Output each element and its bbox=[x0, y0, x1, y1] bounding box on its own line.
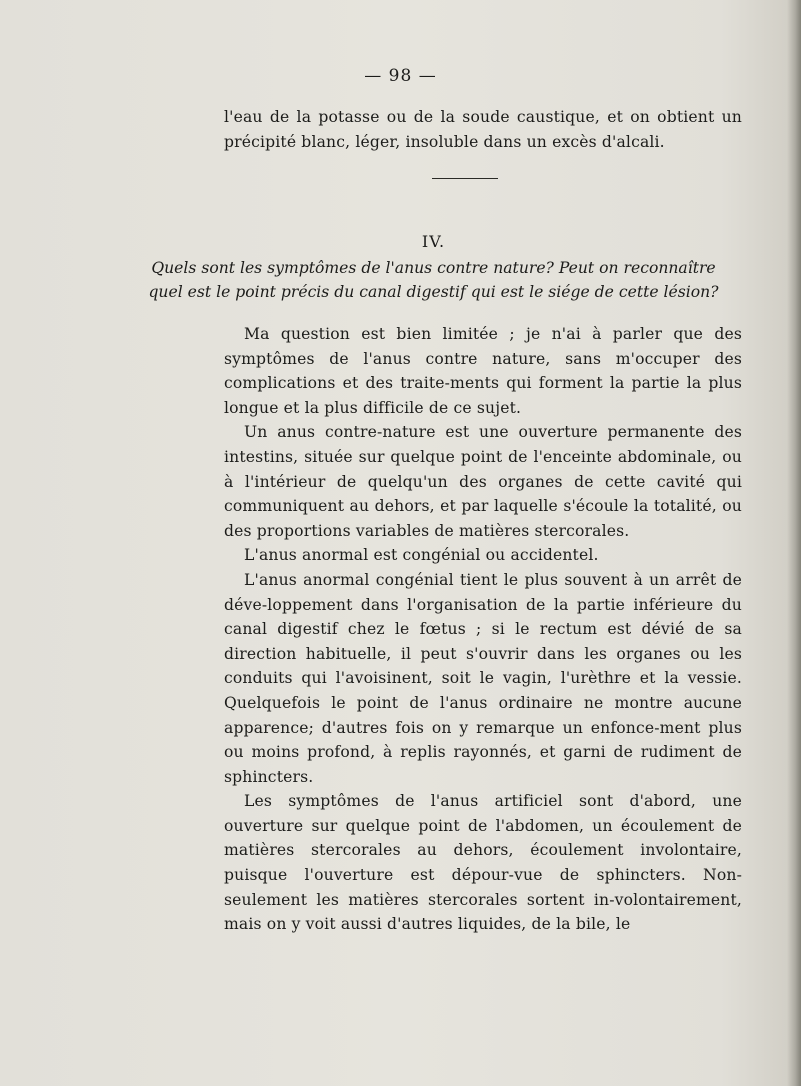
question-line-2: quel est le point précis du canal digestif qui est le siége de cette lésion? bbox=[148, 282, 719, 301]
intro-paragraph: l'eau de la potasse ou de la soude caustique, et on obtient un précipité blanc, léger, insoluble dans un excès d'alcali. bbox=[224, 108, 742, 151]
section-heading: IV. bbox=[421, 232, 446, 251]
paragraph: L'anus anormal est congénial ou accidentel. bbox=[244, 546, 599, 565]
paragraph: Les symptômes de l'anus artificiel sont d'abord, une ouverture sur quelque point de l'abdomen, un écoulement de matières stercorales au dehors, écoulement involontaire, puisque l'ouverture est dépour-vue de sphincters. Non-seulement les matières stercorales sortent in-volontairement, mais on y voit aussi d'autres liquides, de la bile, le bbox=[224, 792, 742, 934]
paragraph: Un anus contre-nature est une ouverture permanente des intestins, située sur quelque point de l'enceinte abdominale, ou à l'intérieur de quelqu'un des organes de cette cavité qui communiquent au dehors, et par laquelle s'écoule la totalité, ou des proportions variables de matières stercorales. bbox=[224, 423, 742, 540]
paragraph: L'anus anormal congénial tient le plus souvent à un arrêt de déve-loppement dans l'organisation de la partie inférieure du canal digestif chez le fœtus ; si le rectum est dévié de sa direction habituelle, il peut s'ouvrir dans les organes ou les conduits qui l'avoisinent, soit le vagin, l'urèthre et la vessie. Quelquefois le point de l'anus ordinaire ne montre aucune apparence; d'autres fois on y remarque un enfonce-ment plus ou moins profond, à replis rayonnés, et garni de rudiment de sphincters. bbox=[224, 570, 742, 786]
paragraph: Ma question est bien limitée ; je n'ai à parler que des symptômes de l'anus contre nature, sans m'occuper des complications et des traite-ments qui forment la partie la plus longue et la plus difficile de ce sujet. bbox=[224, 325, 742, 417]
question-line-1: Quels sont les symptômes de l'anus contre nature? Peut on reconnaître bbox=[151, 259, 716, 277]
section-divider bbox=[432, 178, 498, 179]
section-question bbox=[0, 257, 801, 304]
page-number: — 98 — bbox=[364, 66, 437, 86]
body-paragraphs bbox=[224, 322, 742, 937]
page-edge-shadow bbox=[787, 0, 801, 1086]
